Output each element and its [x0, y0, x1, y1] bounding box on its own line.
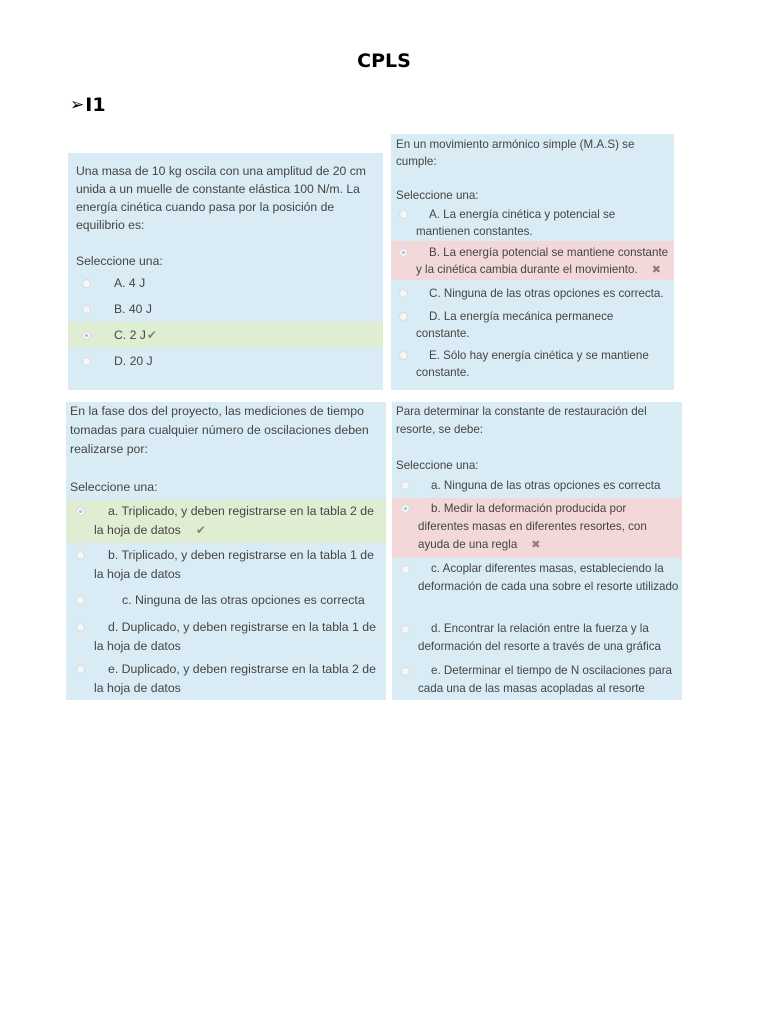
answer-option-a[interactable]: [68, 270, 383, 296]
section-label: I1: [85, 94, 106, 116]
radio-button[interactable]: [401, 481, 410, 490]
radio-button[interactable]: [399, 351, 408, 360]
option-label: E. Sólo hay energía cinética y se mantiene constante.: [416, 349, 649, 379]
radio-button[interactable]: [82, 357, 91, 366]
option-label: D. La energía mecánica permanece constante.: [416, 310, 614, 340]
answer-option-d[interactable]: [391, 304, 674, 345]
option-label: d. Encontrar la relación entre la fuerza y la deformación del resorte a través de una gráfica: [418, 622, 661, 653]
answer-option-a[interactable]: [391, 204, 674, 241]
select-prompt: Seleccione una:: [76, 254, 163, 268]
answer-option-b[interactable]: [68, 296, 383, 322]
answer-option-d[interactable]: [68, 348, 383, 374]
radio-button-selected[interactable]: [76, 507, 85, 516]
answer-option-e[interactable]: [66, 659, 386, 699]
option-label: b. Medir la deformación producida por diferentes masas en diferentes resortes, con ayuda de una regla: [418, 502, 647, 551]
option-label: c. Acoplar diferentes masas, estableciendo la deformación de cada una sobre el resorte utilizado: [418, 562, 679, 593]
radio-button[interactable]: [399, 289, 408, 298]
option-label: a. Ninguna de las otras opciones es correcta: [431, 479, 661, 492]
question-text: En la fase dos del proyecto, las mediciones de tiempo tomadas para cualquier número de oscilaciones deben realizarse por:: [70, 404, 369, 456]
select-prompt: Seleccione una:: [396, 189, 479, 202]
radio-button-selected[interactable]: [82, 331, 91, 340]
question-text: En un movimiento armónico simple (M.A.S) se cumple:: [396, 138, 635, 168]
select-prompt: Seleccione una:: [70, 480, 158, 494]
select-prompt: Seleccione una:: [396, 459, 479, 472]
question-text: Una masa de 10 kg oscila con una amplitud de 20 cm unida a un muelle de constante elástica 100 N/m. La energía cinética cuando pasa por la posición de equilibrio es:: [76, 164, 366, 232]
answer-option-e[interactable]: [392, 660, 682, 700]
cross-icon: ✖: [651, 264, 661, 276]
document-title: CPLS: [357, 50, 411, 72]
option-label: D. 20 J: [114, 354, 153, 368]
answer-option-c[interactable]: [66, 589, 386, 615]
section-heading: [70, 94, 106, 116]
answer-option-c-selected-correct[interactable]: [68, 322, 383, 348]
radio-button[interactable]: [82, 279, 91, 288]
question-text: Para determinar la constante de restauración del resorte, se debe:: [396, 405, 647, 436]
radio-button[interactable]: [76, 596, 85, 605]
quiz-panel-restoration-constant: [392, 402, 682, 700]
option-label: d. Duplicado, y deben registrarse en la tabla 1 de la hoja de datos: [94, 620, 376, 653]
radio-button[interactable]: [401, 667, 410, 676]
quiz-panel-mass-spring: [68, 153, 383, 390]
option-label: B. 40 J: [114, 302, 152, 316]
radio-button-selected[interactable]: [399, 248, 408, 257]
radio-button[interactable]: [76, 551, 85, 560]
radio-button[interactable]: [76, 623, 85, 632]
option-label: C. Ninguna de las otras opciones es correcta.: [429, 287, 664, 300]
radio-button[interactable]: [76, 665, 85, 674]
option-label: c. Ninguna de las otras opciones es correcta: [122, 593, 365, 607]
option-label: e. Duplicado, y deben registrarse en la tabla 2 de la hoja de datos: [94, 662, 376, 695]
option-label: A. 4 J: [114, 276, 146, 290]
answer-option-b-selected-incorrect[interactable]: [391, 241, 674, 280]
answer-option-b[interactable]: [66, 543, 386, 589]
radio-button-selected[interactable]: [401, 504, 410, 513]
arrowhead-bullet-icon: ➢: [70, 95, 85, 115]
radio-button[interactable]: [399, 210, 408, 219]
option-label: B. La energía potencial se mantiene constante y la cinética cambia durante el movimiento.: [416, 246, 669, 276]
answer-option-d[interactable]: [392, 618, 682, 660]
answer-option-e[interactable]: [391, 345, 674, 385]
answer-option-c[interactable]: [391, 280, 674, 304]
quiz-panel-phase-two: [66, 402, 386, 700]
checkmark-icon: ✔: [146, 328, 157, 342]
option-label: e. Determinar el tiempo de N oscilaciones para cada una de las masas acopladas al resorte: [418, 664, 673, 695]
option-label: A. La energía cinética y potencial se mantienen constantes.: [416, 208, 616, 238]
answer-option-a[interactable]: [392, 475, 682, 498]
answer-option-a-selected-correct[interactable]: [66, 500, 386, 543]
option-label: b. Triplicado, y deben registrarse en la tabla 1 de la hoja de datos: [94, 548, 374, 581]
radio-button[interactable]: [401, 565, 410, 574]
answer-option-d[interactable]: [66, 615, 386, 659]
answer-option-b-selected-incorrect[interactable]: [392, 498, 682, 558]
radio-button[interactable]: [399, 312, 408, 321]
quiz-panel-mas: [391, 134, 674, 390]
answer-option-c[interactable]: [392, 558, 682, 618]
cross-icon: ✖: [531, 539, 541, 551]
option-label: a. Triplicado, y deben registrarse en la tabla 2 de la hoja de datos: [94, 504, 374, 537]
radio-button[interactable]: [401, 625, 410, 634]
radio-button[interactable]: [82, 305, 91, 314]
checkmark-icon: ✔: [195, 523, 206, 537]
option-label: C. 2 J: [114, 328, 146, 342]
